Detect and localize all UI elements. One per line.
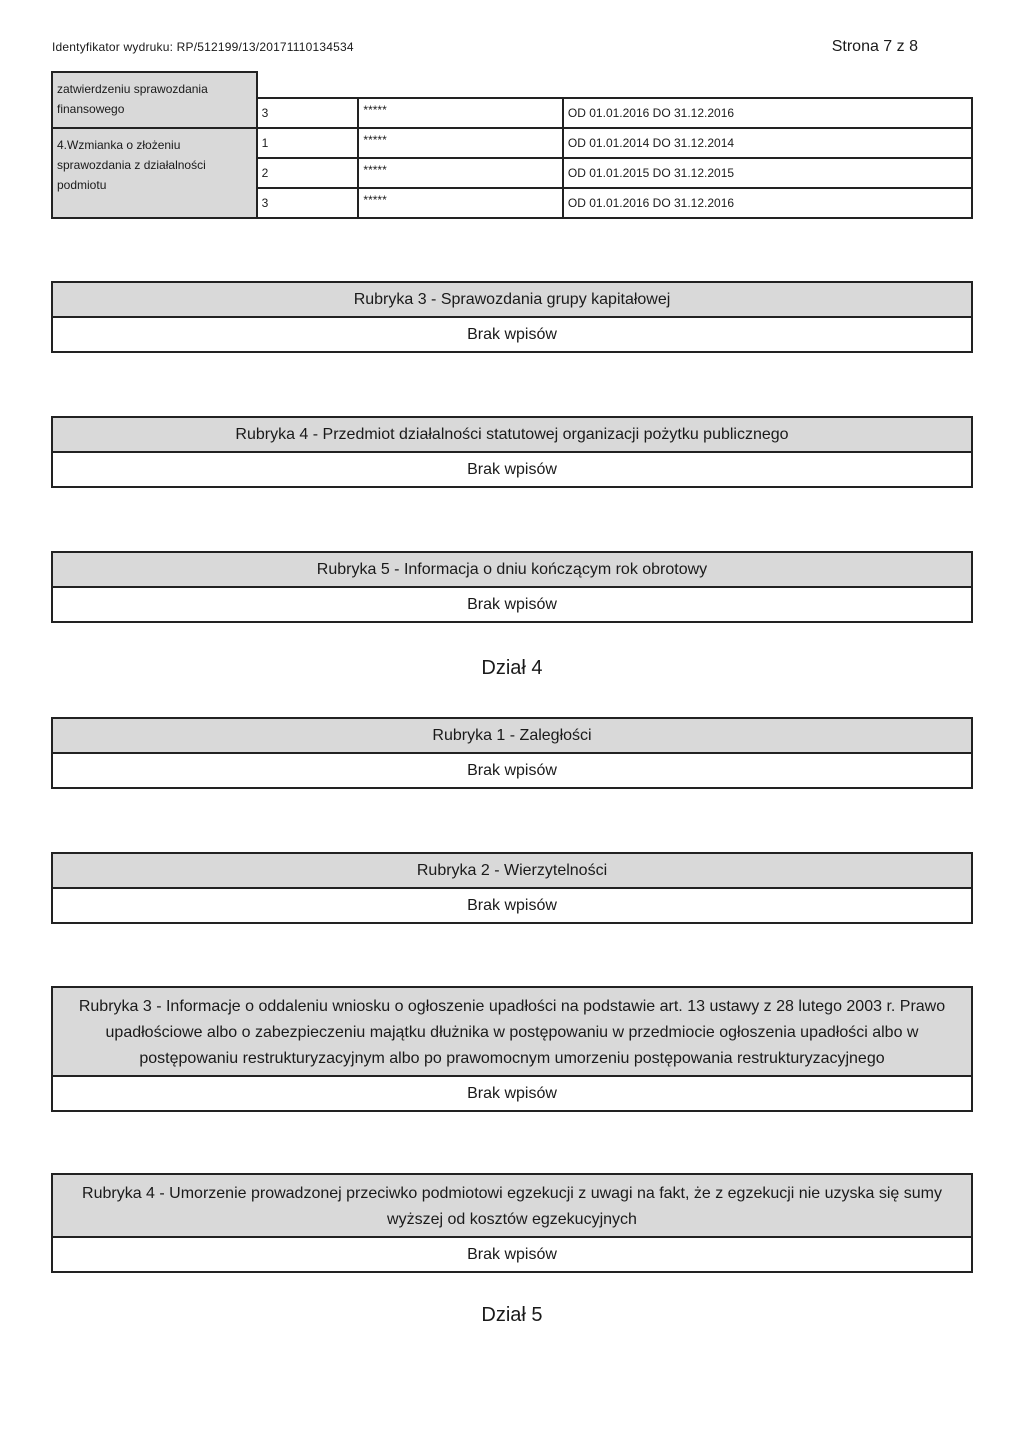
rubric-content: Brak wpisów [467,326,557,343]
top-table [51,71,973,219]
section-heading: Dział 4 [481,657,543,679]
table-label-cell: 4.Wzmianka o złożeniu sprawozdania z działalności podmiotu [52,128,257,218]
rubric-content: Brak wpisów [467,461,557,478]
rubric-box [51,551,973,623]
print-identifier: Identyfikator wydruku: RP/512199/13/20171110134534 [52,40,354,54]
rubric-title: Rubryka 3 - Informacje o oddaleniu wniosku o ogłoszenie upadłości na podstawie art. 13 ustawy z 28 lutego 2003 r. Prawo upadłościowe albo o zabezpieczeniu majątku dłużnika w postępowaniu w przedmiocie ogłoszenia upadłości albo w postępowaniu restrukturyzacyjnym albo po prawomocnym umorzeniu postępowania restrukturyzacyjnego [53,988,971,1077]
page-number: Strona 7 z 8 [831,38,918,55]
rubric-box [51,1173,973,1273]
table-row: 2 ***** OD 01.01.2015 DO 31.12.2015 [52,158,972,188]
page-header [52,38,918,58]
table-row: 4.Wzmianka o złożeniu sprawozdania z działalności podmiotu 1 ***** OD 01.01.2014 DO 31.12.2014 [52,128,972,158]
rubric-title: Rubryka 4 - Umorzenie prowadzonej przeciwko podmiotowi egzekucji z uwagi na fakt, że z egzekucji nie uzyska się sumy wyższej od kosztów egzekucyjnych [53,1175,971,1238]
rubric-content: Brak wpisów [467,596,557,613]
rubric-box [51,717,973,789]
rubric-box [51,852,973,924]
rubric-content: Brak wpisów [467,897,557,914]
rubric-content: Brak wpisów [467,1085,557,1102]
table-row: 3 ***** OD 01.01.2016 DO 31.12.2016 [52,98,972,128]
rubric-title: Rubryka 1 - Zaległości [53,719,971,754]
rubric-title: Rubryka 2 - Wierzytelności [53,854,971,889]
rubric-content: Brak wpisów [467,762,557,779]
table-row: 3 ***** OD 01.01.2016 DO 31.12.2016 [52,188,972,218]
rubric-title: Rubryka 5 - Informacja o dniu kończącym rok obrotowy [53,553,971,588]
rubric-box [51,416,973,488]
rubric-content: Brak wpisów [467,1246,557,1263]
rubric-box [51,281,973,353]
rubric-title: Rubryka 3 - Sprawozdania grupy kapitałowej [53,283,971,318]
rubric-box [51,986,973,1112]
rubric-title: Rubryka 4 - Przedmiot działalności statutowej organizacji pożytku publicznego [53,418,971,453]
section-heading: Dział 5 [481,1304,543,1326]
table-label-cell: zatwierdzeniu sprawozdania finansowego [52,72,257,128]
